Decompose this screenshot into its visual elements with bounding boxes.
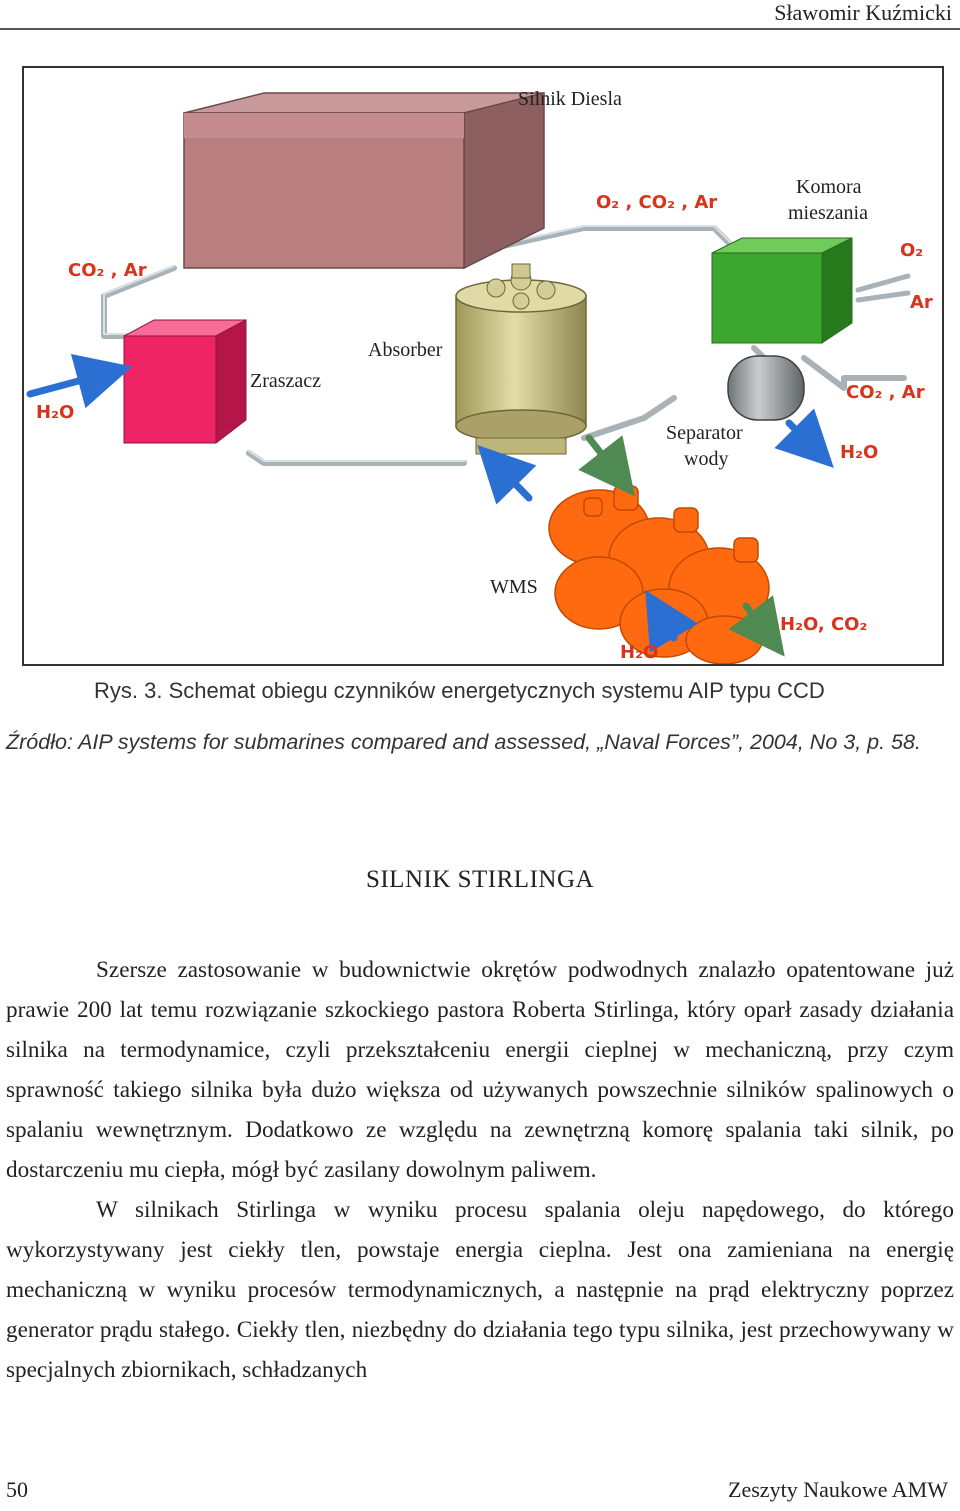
flow-label-wms-water-in: H₂O (620, 642, 659, 663)
label-mixing-chamber-line1: Komora (796, 176, 862, 198)
flow-label-diesel-exhaust: CO₂ , Ar (68, 260, 147, 281)
aip-diagram-graphic (24, 68, 942, 664)
flow-label-separator-out: CO₂ , Ar (846, 382, 925, 403)
section-title: SILNIK STIRLINGA (365, 866, 595, 893)
absorber-cylinder (456, 264, 586, 454)
figure-aip-ccd-diagram (22, 66, 944, 666)
footer-journal-name: Zeszyty Naukowe AMW (728, 1477, 948, 1502)
label-separator-line2: wody (684, 448, 729, 470)
flow-label-oxygen-in: O₂ (900, 240, 924, 261)
sprayer-block (124, 320, 246, 443)
mixing-chamber-block (712, 238, 852, 343)
paragraph-2: W silnikach Stirlinga w wyniku procesu spalania oleju napędowego, do którego wykorzystywany jest ciekły tlen, powstaje energia cieplna. Jest ona zamieniana na energię mechaniczną w wyniku procesów termodynamicznych, a następnie na prąd elektryczny poprzez generator prądu stałego. Ciekły tlen, niezbędny do działania tego typu silnika, jest przechowywany w specjalnych zbiornikach, schładzanych (6, 1197, 954, 1383)
flow-label-water-in: H₂O (36, 402, 75, 423)
footer-page-number: 50 (6, 1477, 28, 1502)
header-rule (0, 28, 960, 30)
label-sprayer: Zraszacz (250, 370, 322, 392)
diesel-engine-block (184, 93, 544, 268)
body-text (6, 950, 954, 1390)
label-mixing-chamber-line2: mieszania (788, 202, 868, 224)
flow-label-separator-water: H₂O (840, 442, 879, 463)
flow-label-mix-to-diesel: O₂ , CO₂ , Ar (596, 192, 718, 213)
paragraph-1: Szersze zastosowanie w budownictwie okrętów podwodnych znalazło opatentowane już prawie 200 lat temu rozwiązanie szkockiego pastora Roberta Stirlinga, który oparł zasady działania silnika na termodynamice, czyli przekształceniu energii cieplnej w mechaniczną, przy czym sprawność takiego silnika była dużo większa od używanych powszechnie silników spalinowych o spalaniu wewnętrznym. Dodatkowo ze względu na zewnętrzną komorę spalania taki silnik, po dostarczeniu mu ciepła, mógł być zasilany dowolnym paliwem. (6, 957, 954, 1183)
label-separator-line1: Separator (666, 422, 743, 444)
water-separator-tank (728, 356, 804, 420)
flow-label-wms-out: H₂O, CO₂ (780, 614, 868, 635)
label-diesel-engine: Silnik Diesla (518, 88, 622, 110)
label-wms: WMS (490, 576, 538, 598)
wms-stirling-engines (549, 486, 769, 664)
flow-label-argon-in: Ar (910, 292, 933, 313)
label-absorber: Absorber (368, 339, 443, 361)
figure-caption: Rys. 3. Schemat obiegu czynników energetycznych systemu AIP typu CCD (94, 678, 825, 703)
running-header-author: Sławomir Kuźmicki (774, 0, 952, 25)
figure-source: Źródło: AIP systems for submarines compared and assessed, „Naval Forces”, 2004, No 3, p. 58. (6, 730, 921, 754)
